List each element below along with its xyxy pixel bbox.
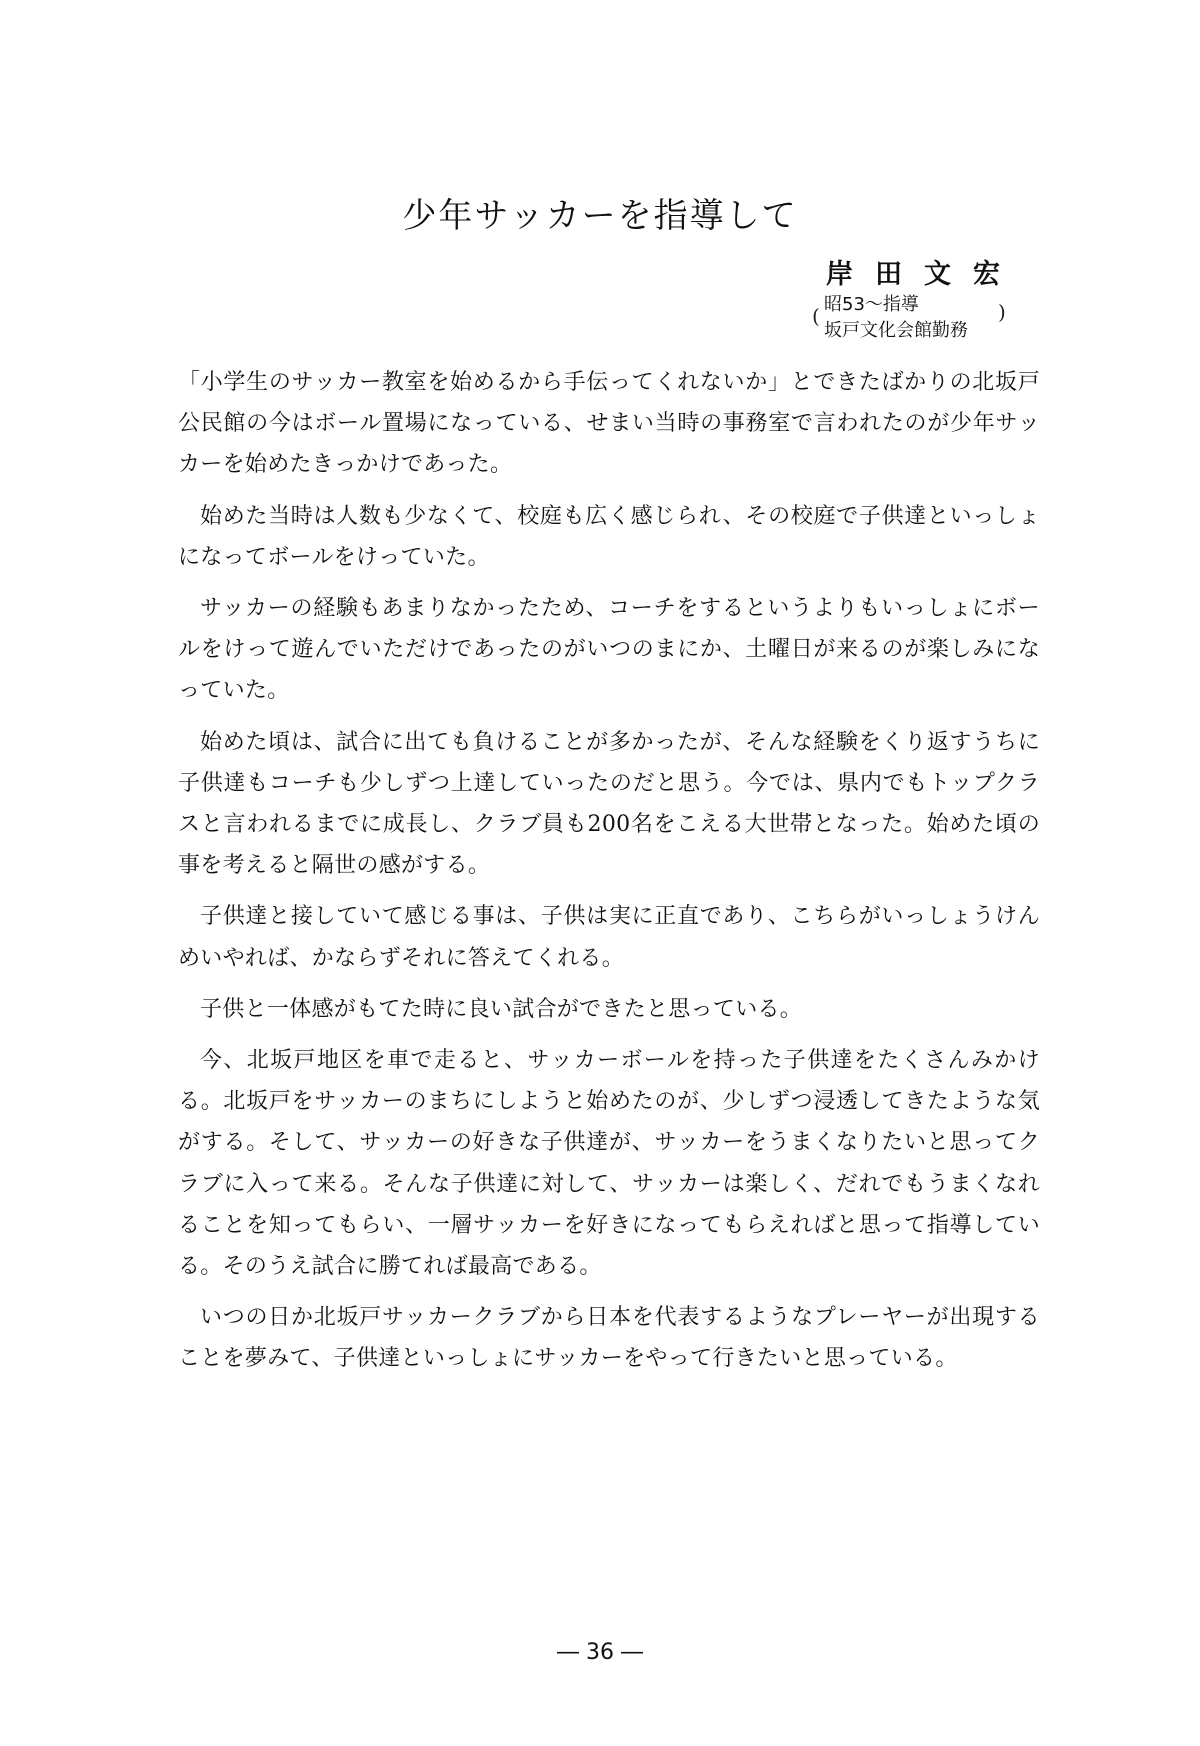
- paragraph: いつの日か北坂戸サッカークラブから日本を代表するようなプレーヤーが出現することを夢みて、子供達といっしょにサッカーをやって行きたいと思っている。: [178, 1305, 1040, 1372]
- paragraph: 始めた当時は人数も少なくて、校庭も広く感じられ、その校庭で子供達といっしょになってボールをけっていた。: [178, 503, 1040, 570]
- author-tenure: 昭53～指導: [824, 294, 919, 315]
- page-number: ― 36 ―: [557, 1640, 643, 1665]
- paragraph: サッカーの経験もあまりなかったため、コーチをするというよりもいっしょにボールをけって遊んでいただけであったのがいつのまにか、土曜日が来るのが楽しみになっていた。: [178, 596, 1040, 704]
- right-parenthesis: ): [998, 300, 1006, 324]
- author-workplace: 坂戸文化会館勤務: [824, 320, 968, 341]
- paragraph: 子供達と接していて感じる事は、子供は実に正直であり、こちらがいっしょうけんめいやれば、かならずそれに答えてくれる。: [178, 904, 1040, 971]
- left-parenthesis: (: [812, 304, 820, 328]
- author-affiliation: [812, 288, 1012, 346]
- author-name: 岸田文宏: [826, 259, 1022, 290]
- paragraph: 子供と一体感がもてた時に良い試合ができたと思っている。: [200, 996, 803, 1022]
- paragraph: 今、北坂戸地区を車で走ると、サッカーボールを持った子供達をたくさんみかける。北坂戸をサッカーのまちにしようと始めたのが、少しずつ浸透してきたような気がする。そして、サッカーの好きな子供達が、サッカーをうまくなりたいと思ってクラブに入って来る。そんな子供達に対して、サッカーは楽しく、だれでもうまくなれることを知ってもらい、一層サッカーを好きになってもらえればと思って指導している。そのうえ試合に勝てれば最高である。: [178, 1048, 1040, 1280]
- paragraph: 「小学生のサッカー教室を始めるから手伝ってくれないか」とできたばかりの北坂戸公民館の今はボール置場になっている、せまい当時の事務室で言われたのが少年サッカーを始めたきっかけであった。: [178, 370, 1040, 478]
- article-body: [178, 362, 1040, 1390]
- paragraph: 始めた頃は、試合に出ても負けることが多かったが、そんな経験をくり返すうちに子供達もコーチも少しずつ上達していったのだと思う。今では、県内でもトップクラスと言われるまでに成長し、クラブ員も200名をこえる大世帯となった。始めた頃の事を考えると隔世の感がする。: [178, 729, 1040, 879]
- page-title: 少年サッカーを指導して: [402, 196, 798, 236]
